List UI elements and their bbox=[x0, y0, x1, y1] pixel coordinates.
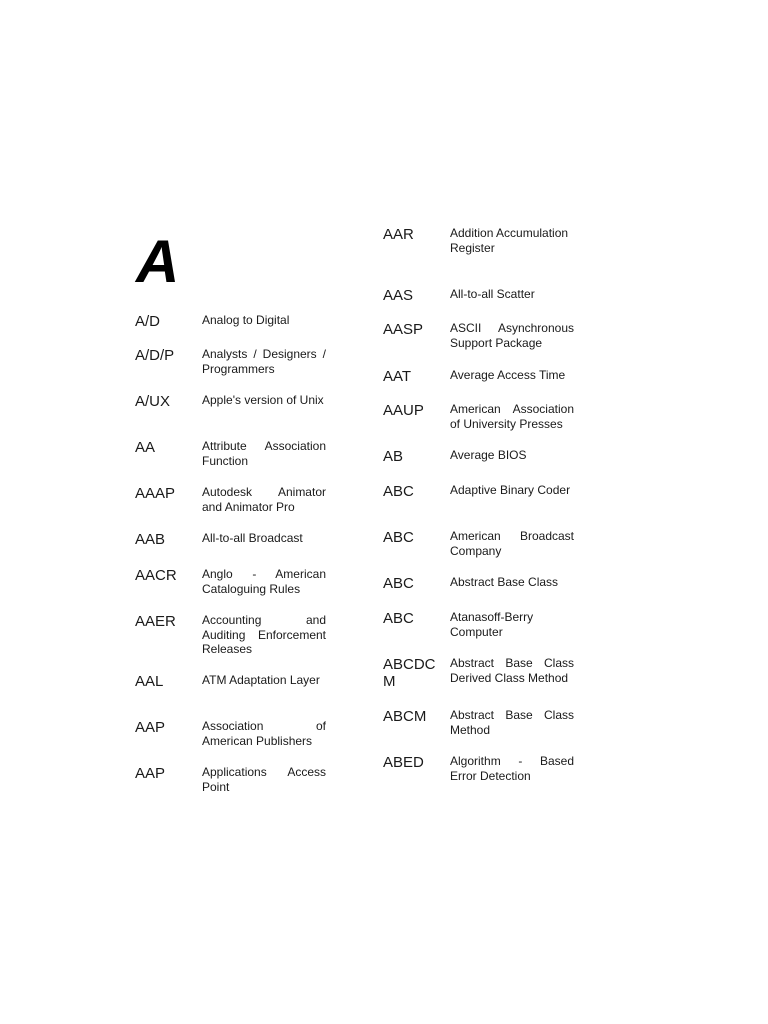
glossary-entry bbox=[0, 483, 574, 500]
entry-abbreviation: AAR bbox=[383, 226, 414, 243]
entry-definition: Accounting and Auditing Enforcement Releases bbox=[202, 613, 326, 656]
glossary-entry bbox=[0, 226, 574, 255]
entry-abbreviation: A/UX bbox=[135, 393, 171, 410]
entry-definition: ATM Adaptation Layer bbox=[202, 673, 320, 687]
entry-definition: Algorithm - Based Error Detection bbox=[450, 754, 574, 783]
entry-definition: All-to-all Scatter bbox=[450, 287, 535, 301]
entry-definition: American Association of University Presses bbox=[450, 402, 574, 431]
entry-abbreviation: AB bbox=[383, 448, 404, 465]
entry-abbreviation: ABC bbox=[383, 610, 414, 627]
entry-abbreviation: ABC bbox=[383, 483, 414, 500]
entry-abbreviation: AAP bbox=[135, 765, 166, 782]
entry-abbreviation: A/D/P bbox=[135, 347, 175, 364]
entry-abbreviation: AAB bbox=[135, 531, 166, 548]
glossary-entry bbox=[0, 656, 574, 690]
entry-abbreviation: ABC bbox=[383, 529, 414, 546]
entry-definition: ASCII Asynchronous Support Package bbox=[450, 321, 574, 350]
entry-abbreviation: A/D bbox=[135, 313, 161, 330]
entry-definition: Abstract Base Class Derived Class Method bbox=[450, 656, 574, 685]
entry-abbreviation: AACR bbox=[135, 567, 177, 584]
entry-abbreviation: AAT bbox=[383, 368, 412, 385]
entry-abbreviation: AAER bbox=[135, 613, 176, 630]
entry-abbreviation: AAAP bbox=[135, 485, 176, 502]
entry-definition: Apple's version of Unix bbox=[202, 393, 324, 407]
entry-abbreviation: AASP bbox=[383, 321, 424, 338]
section-letter-heading: A bbox=[136, 228, 180, 295]
entry-definition: Abstract Base Class Method bbox=[450, 708, 574, 737]
glossary-entry bbox=[0, 610, 574, 639]
entry-definition: Anglo - American Cataloguing Rules bbox=[202, 567, 326, 596]
glossary-entry bbox=[0, 368, 574, 385]
glossary-entry bbox=[0, 402, 574, 431]
glossary-entry bbox=[0, 754, 574, 783]
entry-abbreviation: AAS bbox=[383, 287, 414, 304]
entry-definition: Adaptive Binary Coder bbox=[450, 483, 571, 497]
entry-abbreviation: AAL bbox=[135, 673, 164, 690]
entry-abbreviation: ABC bbox=[383, 575, 414, 592]
entry-definition: Abstract Base Class bbox=[450, 575, 559, 589]
entry-definition: Atanasoff-Berry Computer bbox=[450, 610, 534, 639]
entry-definition: Analog to Digital bbox=[202, 313, 290, 327]
glossary-entry bbox=[0, 575, 574, 592]
entry-definition: Association of American Publishers bbox=[202, 719, 326, 748]
entry-definition: Average Access Time bbox=[450, 368, 566, 382]
glossary-entry bbox=[0, 321, 574, 350]
entry-definition: Applications Access Point bbox=[202, 765, 326, 794]
entry-definition: Analysts / Designers / Programmers bbox=[202, 347, 326, 376]
entry-abbreviation: AAUP bbox=[383, 402, 424, 419]
glossary-entry bbox=[0, 287, 574, 304]
entry-abbreviation: AA bbox=[135, 439, 156, 456]
entry-definition: Average BIOS bbox=[450, 448, 527, 462]
glossary-entry bbox=[0, 529, 574, 558]
entry-abbreviation: ABED bbox=[383, 754, 424, 771]
entry-definition: American Broadcast Company bbox=[450, 529, 574, 558]
glossary-entry bbox=[0, 708, 574, 737]
entry-abbreviation: ABCM bbox=[383, 708, 427, 725]
entry-definition: Autodesk Animator and Animator Pro bbox=[202, 485, 326, 514]
entry-definition: Attribute Association Function bbox=[202, 439, 326, 468]
entry-abbreviation: AAP bbox=[135, 719, 166, 736]
glossary-entry bbox=[0, 448, 574, 465]
entry-definition: All-to-all Broadcast bbox=[202, 531, 303, 545]
entry-abbreviation: ABCDCM bbox=[383, 656, 436, 690]
entry-definition: Addition Accumulation Register bbox=[450, 226, 569, 255]
